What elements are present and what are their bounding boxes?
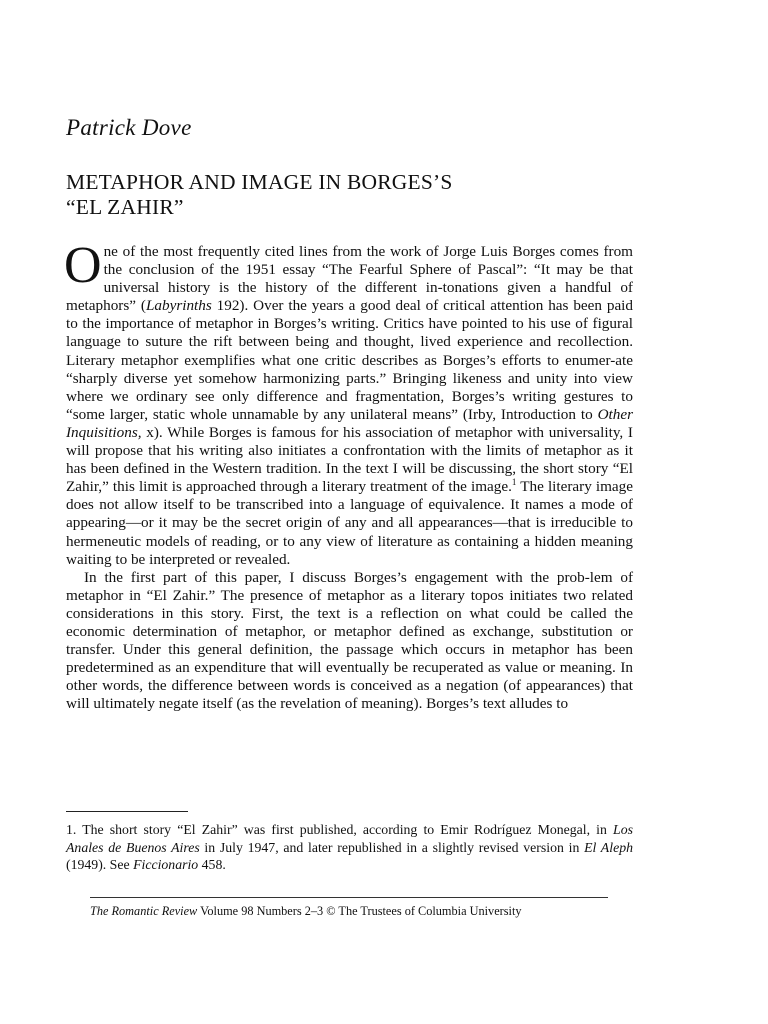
footnote-text-b: in July 1947, and later republished in a slightly revised version in bbox=[199, 839, 585, 855]
paragraph-1 bbox=[64, 237, 634, 569]
paragraph-1-italic-labyrinths: Labyrinths bbox=[145, 297, 212, 315]
paragraph-1-text-d: The literary image does not allow itself to be transcribed into a language of equivalence. It names a mode of appearing—or it may be the secret origin of any and all appearances—that is irreducible to hermeneutic models of reading, or to any view of literature as containing a hidden meaning waiting to be interpreted or revealed. bbox=[66, 478, 634, 568]
paragraph-1-text-b: 192). Over the years a good deal of critical attention has been paid to the importance of metaphor in Borges’s writing. Critics have pointed to his use of figural language to suture the rift between being and thought, lived experience and recollection. Literary metaphor exemplifies what one critic describes as Borges’s efforts to enumer-ate “sharply diverse yet somehow harmonizing parts.” Bringing likeness and unity into view where we ordinary see only difference and fragmentation, Borges’s writing gestures to “some larger, static whole unnamable by any unilateral means” (Irby, Introduction to bbox=[66, 297, 633, 423]
author-name: Patrick Dove bbox=[66, 115, 192, 140]
footnote-text-c: (1949). See bbox=[66, 857, 134, 872]
footnote-italic-aleph: El Aleph bbox=[584, 839, 633, 855]
footnote-text-a: 1. The short story “El Zahir” was first published, according to Emir Rodríguez Monegal, in bbox=[66, 822, 614, 837]
footnote-italic-ficcionario: Ficcionario bbox=[133, 857, 199, 872]
footnote-text-d: 458. bbox=[198, 857, 226, 872]
paragraph-1-text-c: x). While Borges is famous for his association of metaphor with universality, I will propose that his writing also initiates a confrontation with the limits of metaphor as it has been defined in the Western tradition. In the text I will be discussing, the short story “El Zahir,” this limit is approached through a literary treatment of the image. bbox=[66, 423, 633, 496]
journal-name: The Romantic Review bbox=[90, 904, 198, 918]
paragraph-1-italic-other-inquisitions: Other Inquisitions, bbox=[66, 405, 633, 441]
page-footer bbox=[90, 904, 610, 919]
footnote-marker: 1 bbox=[511, 477, 517, 488]
footer-rest: Volume 98 Numbers 2–3 © The Trustees of Columbia University bbox=[197, 904, 522, 918]
article-body bbox=[64, 237, 634, 713]
footnote-1 bbox=[66, 821, 633, 874]
title-line-2: “EL ZAHIR” bbox=[66, 195, 184, 219]
drop-cap: O bbox=[64, 237, 102, 294]
footer-divider bbox=[90, 897, 608, 898]
footnote-italic-anales: Los Anales de Buenos Aires bbox=[66, 822, 633, 855]
paragraph-1-text-a: ne of the most frequently cited lines from the work of Jorge Luis Borges comes from the conclusion of the 1951 essay “The Fearful Sphere of Pascal”: “It may be that universal history is the history of the different in-tonations given a handful of metaphors” ( bbox=[66, 243, 633, 315]
footnote-divider bbox=[66, 811, 188, 812]
title-line-1: METAPHOR AND IMAGE IN BORGES’S bbox=[66, 170, 453, 194]
article-title bbox=[66, 170, 706, 220]
paragraph-2: In the first part of this paper, I discuss Borges’s engagement with the prob-lem of metaphor in “El Zahir.” The presence of metaphor as a literary topos initiates two related considerations in this story. First, the text is a reflection on what could be called the economic determination of metaphor, or metaphor defined as exchange, substitution or transfer. Under this general definition, the passage which occurs in metaphor has been predetermined as an expenditure that will eventually be recuperated as value or meaning. In other words, the difference between words is conceived as a negation (of appearances) that will ultimately negate itself (as the revelation of meaning). Borges’s text alludes to bbox=[66, 568, 633, 713]
